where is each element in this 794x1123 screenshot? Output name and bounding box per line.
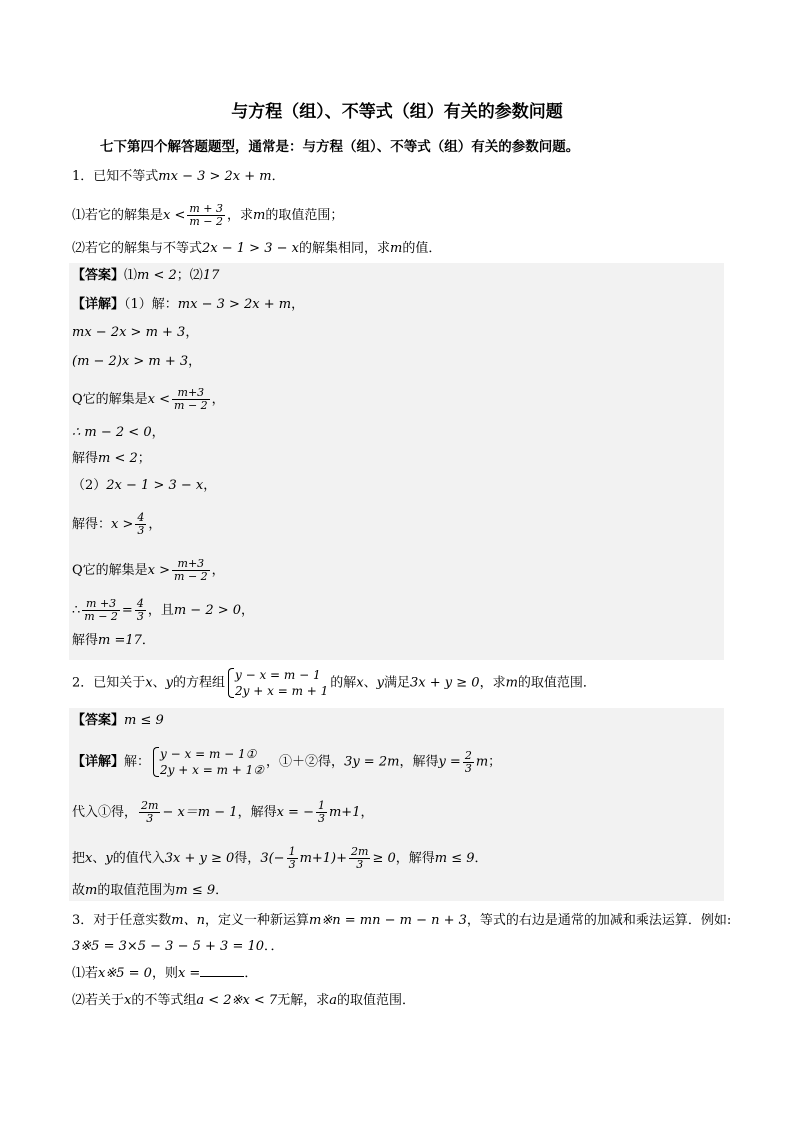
a2-step2-fraction — [139, 800, 160, 825]
a1-step7-math: 2x − 1 > 3 − x — [106, 478, 204, 493]
answer-tag: 【答案】 — [72, 268, 125, 283]
a1-detail-3 — [72, 353, 201, 371]
q1-stem-text: 1．已知不等式 — [72, 169, 159, 184]
a1-step10-fraction-right — [135, 598, 146, 623]
a1-step4-numerator: m+3 — [172, 387, 210, 400]
a2-equation2: 2y + x = m + 1② — [160, 763, 265, 777]
q2-y: y — [165, 675, 173, 691]
q2-sep2: 、 — [363, 675, 377, 691]
a1-detail-5 — [72, 424, 165, 442]
a1-step10-therefore: ∴ — [72, 603, 81, 618]
a2-step3-denominator2: 3 — [356, 858, 364, 871]
a2-step2-denominator: 3 — [146, 812, 154, 825]
q3-part1-end: ． — [244, 966, 258, 981]
a1-answer-part2: 17 — [202, 268, 220, 283]
q3-part1-math: x※5 = 0 — [98, 966, 152, 981]
a1-step3-end: ， — [188, 354, 202, 369]
a1-step8-denominator: 3 — [137, 524, 145, 537]
a2-step3-fraction — [287, 846, 298, 871]
a2-detail-3 — [72, 846, 488, 871]
q3-part2-text4: 的取值范围． — [337, 993, 416, 1008]
a1-answer-sep: ；⑵ — [176, 268, 203, 283]
a2-step3-fraction2 — [349, 846, 370, 871]
a1-step8-fraction — [135, 512, 146, 537]
a1-step11-text: 解得 — [72, 633, 99, 648]
q3-stem — [72, 912, 731, 930]
a2-step3-text4: ，解得 — [395, 851, 435, 866]
a2-step3-x: x — [85, 851, 93, 866]
a1-step6-end: ； — [137, 451, 151, 466]
a2-step3-sep: 、 — [92, 851, 106, 866]
a1-step10-numerator2: 4 — [136, 597, 144, 610]
q1-part2-text3: 的值． — [402, 241, 442, 256]
q1-part2-text2: 的解集相同，求 — [298, 241, 390, 256]
a2-step3-text3: 得， — [234, 851, 261, 866]
a1-step9-fraction — [172, 558, 210, 583]
a2-step3-condition: 3x + y ≥ 0 — [164, 851, 235, 866]
a1-step10-math: m − 2 > 0 — [173, 603, 242, 618]
a2-equation1: y − x = m − 1① — [160, 747, 257, 761]
a1-step8-text: 解得： — [72, 517, 112, 532]
q2-text4: 满足 — [384, 675, 411, 691]
a1-answer — [72, 267, 219, 285]
q2-text2: 的方程组 — [173, 675, 226, 691]
q1-part1-text3: 的取值范围； — [265, 208, 344, 223]
a1-step9-numerator: m+3 — [172, 558, 210, 571]
a1-step3-math: (m − 2)x > m + 3 — [72, 354, 189, 369]
a1-step8-numerator: 4 — [137, 511, 145, 524]
a2-step3-expr3: ≥ 0 — [372, 851, 396, 866]
q3-part2-a: a — [329, 993, 337, 1008]
a1-detail-4 — [72, 387, 225, 412]
a1-step8-end: ， — [148, 517, 162, 532]
a2-detail-1 — [72, 746, 501, 778]
q1-stem — [72, 168, 285, 186]
detail-tag: 【详解】 — [72, 297, 125, 312]
a1-step7-end: ， — [203, 478, 217, 493]
q2-x2: x — [356, 675, 364, 691]
a1-answer-part1: m < 2 — [137, 268, 177, 283]
a2-answer-math: m ≤ 9 — [124, 713, 164, 728]
a1-step9-end: ， — [211, 563, 225, 578]
a1-step7-text: （2） — [72, 478, 107, 493]
answer-tag: 【答案】 — [72, 713, 125, 728]
q3-part1-x: x = — [177, 966, 201, 981]
a2-step2-math: − x＝m − 1 — [162, 805, 238, 820]
q2-y2: y — [376, 675, 384, 691]
q3-text3: ，等式的右边是通常的加减和乘法运算．例如: — [466, 913, 732, 928]
a1-step9-denominator: m − 2 — [174, 570, 208, 583]
a2-detail-y: y = — [438, 754, 461, 770]
a1-step8-x: x > — [111, 517, 134, 532]
q2-text1: 2．已知关于 — [72, 675, 146, 691]
a1-step11-end: ． — [141, 633, 155, 648]
a2-step3-text2: 的值代入 — [112, 851, 165, 866]
a1-step4-text: Q它的解集是 — [72, 392, 148, 407]
a2-step2-text: 代入①得， — [72, 805, 138, 820]
a2-step4-text2: 的取值范围为 — [97, 883, 176, 898]
a2-step3-y: y — [105, 851, 113, 866]
a2-detail-2 — [72, 800, 374, 825]
a2-detail-text: 解： — [124, 754, 151, 770]
q2-m: m — [505, 675, 518, 691]
q2-sep: 、 — [152, 675, 166, 691]
a1-step4-denominator: m − 2 — [174, 399, 208, 412]
q3-part1 — [72, 964, 257, 983]
a1-step4-x: x < — [147, 392, 171, 407]
a2-step2-end: ， — [360, 805, 374, 820]
a2-step2-math2: m+1 — [328, 805, 361, 820]
a1-step10-fraction-left — [82, 598, 120, 623]
q1-part1-text: ⑴若它的解集是 — [72, 208, 164, 223]
a2-detail-end: ； — [488, 754, 502, 770]
a1-step2-math: mx − 2x > m + 3 — [72, 325, 186, 340]
a1-detail-7 — [72, 477, 216, 495]
a1-step10-end: ， — [241, 603, 255, 618]
q3-part1-text2: ，则 — [151, 966, 178, 981]
q3-part2 — [72, 992, 415, 1010]
a1-step10-denominator: m − 2 — [84, 610, 118, 623]
q1-part1-denominator: m − 2 — [189, 215, 224, 228]
a1-step2-end: ， — [185, 325, 199, 340]
a2-step2-x: x = − — [276, 805, 314, 820]
a2-step4-end: ． — [215, 883, 229, 898]
a1-step10-text: ，且 — [147, 603, 174, 618]
a2-step4-math: m ≤ 9 — [175, 883, 216, 898]
q3-part1-text: ⑴若 — [72, 966, 99, 981]
q2-condition: 3x + y ≥ 0 — [410, 675, 480, 691]
q3-text2: ，定义一种新运算 — [204, 913, 309, 928]
q1-part1-numerator: m + 3 — [189, 202, 224, 215]
q1-part2-m: m — [389, 241, 403, 256]
a2-step3-expr1: 3(− — [260, 851, 285, 866]
q1-part1-fraction — [187, 203, 225, 228]
q2-stem — [72, 667, 596, 699]
detail-tag: 【详解】 — [72, 754, 125, 770]
q3-part2-x: x — [124, 993, 132, 1008]
q1-stem-end: ． — [271, 169, 285, 184]
a2-step3-numerator2: 2m — [351, 845, 369, 858]
a1-step6-math: m < 2 — [98, 451, 138, 466]
q3-example — [72, 938, 284, 956]
a2-step2-text2: ，解得 — [237, 805, 277, 820]
a2-step3-expr2: m+1)+ — [299, 851, 348, 866]
a2-step2-denominator2: 3 — [317, 812, 325, 825]
a2-detail-4 — [72, 882, 228, 900]
q3-example-end: ．． — [264, 939, 284, 954]
a1-step10-denominator2: 3 — [136, 610, 144, 623]
q3-part2-text3: 无解，求 — [277, 993, 330, 1008]
a1-detail-1 — [72, 296, 304, 314]
q2-equation2: 2y + x = m + 1 — [235, 684, 329, 698]
a2-answer — [72, 712, 164, 730]
a2-step3-text: 把 — [72, 851, 86, 866]
q2-equation1: y − x = m − 1 — [235, 668, 321, 682]
q1-part2 — [72, 240, 441, 258]
q3-part2-math: a < 2※x < 7 — [196, 993, 278, 1008]
q1-part1-text2: ，求 — [227, 208, 254, 223]
a1-detail-11 — [72, 632, 155, 650]
a2-detail-math: 3y = 2m — [344, 754, 400, 770]
a1-detail-math: mx − 3 > 2x + m — [177, 297, 292, 312]
a1-step10-equals: = — [121, 603, 133, 618]
answer-blank[interactable] — [200, 964, 244, 977]
a2-detail-numerator: 2 — [464, 748, 472, 762]
q3-part2-text: ⑵若关于 — [72, 993, 125, 1008]
q1-part1-x: x < — [163, 208, 186, 223]
q1-part1 — [72, 203, 343, 228]
a2-step2-numerator: 2m — [141, 799, 159, 812]
a2-detail-fraction — [463, 750, 474, 775]
a1-detail-10 — [72, 598, 254, 623]
a1-detail-end: ， — [291, 297, 305, 312]
a2-step2-numerator2: 1 — [317, 799, 325, 812]
a2-step3-result: m ≤ 9 — [434, 851, 475, 866]
q2-text3: 的解 — [330, 675, 357, 691]
page-title: 与方程（组）、不等式（组）有关的参数问题 — [231, 102, 563, 122]
q2-equation-system — [227, 667, 328, 699]
a1-step6-text: 解得 — [72, 451, 99, 466]
a2-equation-system — [152, 746, 264, 778]
a2-step4-m: m — [85, 883, 98, 898]
q1-inequality: mx − 3 > 2x + m — [158, 169, 272, 184]
q2-text6: 的取值范围． — [517, 675, 596, 691]
a1-step5-math: ∴ m − 2 < 0 — [72, 425, 152, 440]
a1-step5-end: ， — [151, 425, 165, 440]
a2-detail-text2: ，①＋②得， — [266, 754, 345, 770]
a2-detail-denominator: 3 — [464, 761, 472, 775]
a1-step9-text: Q它的解集是 — [72, 563, 148, 578]
q2-text5: ，求 — [479, 675, 506, 691]
a1-detail-8 — [72, 512, 161, 537]
a2-step2-fraction2 — [316, 800, 327, 825]
q1-part2-inequality: 2x − 1 > 3 − x — [202, 241, 299, 256]
a2-detail-text3: ，解得 — [399, 754, 439, 770]
a1-detail-label: （1）解： — [124, 297, 178, 312]
a1-detail-6 — [72, 450, 151, 468]
a1-answer-label: ⑴ — [124, 268, 138, 283]
page-subtitle: 七下第四个解答题题型，通常是：与方程（组）、不等式（组）有关的参数问题。 — [100, 139, 580, 155]
q1-part1-m: m — [253, 208, 266, 223]
a1-step11-math: m =17 — [98, 633, 142, 648]
a1-step4-end: ， — [211, 392, 225, 407]
a1-detail-9 — [72, 558, 225, 583]
q3-part2-text2: 的不等式组 — [131, 993, 197, 1008]
a2-step3-numerator: 1 — [288, 845, 296, 858]
a2-step4-text: 故 — [72, 883, 86, 898]
q3-mn: m、n — [171, 913, 205, 928]
a1-step4-fraction — [172, 387, 210, 412]
q3-example-math: 3※5 = 3×5 − 3 − 5 + 3 = 10 — [72, 939, 265, 954]
a1-step10-numerator: m +3 — [82, 598, 120, 611]
a2-step3-end: ． — [474, 851, 488, 866]
q2-x: x — [145, 675, 153, 691]
a1-detail-2 — [72, 324, 198, 342]
a1-step9-x: x > — [147, 563, 171, 578]
a2-detail-m: m — [475, 754, 489, 770]
q3-definition: m※n = mn − m − n + 3 — [309, 913, 467, 928]
q3-text1: 3．对于任意实数 — [72, 913, 172, 928]
q1-part2-text: ⑵若它的解集与不等式 — [72, 241, 203, 256]
a2-step3-denominator: 3 — [288, 858, 296, 871]
